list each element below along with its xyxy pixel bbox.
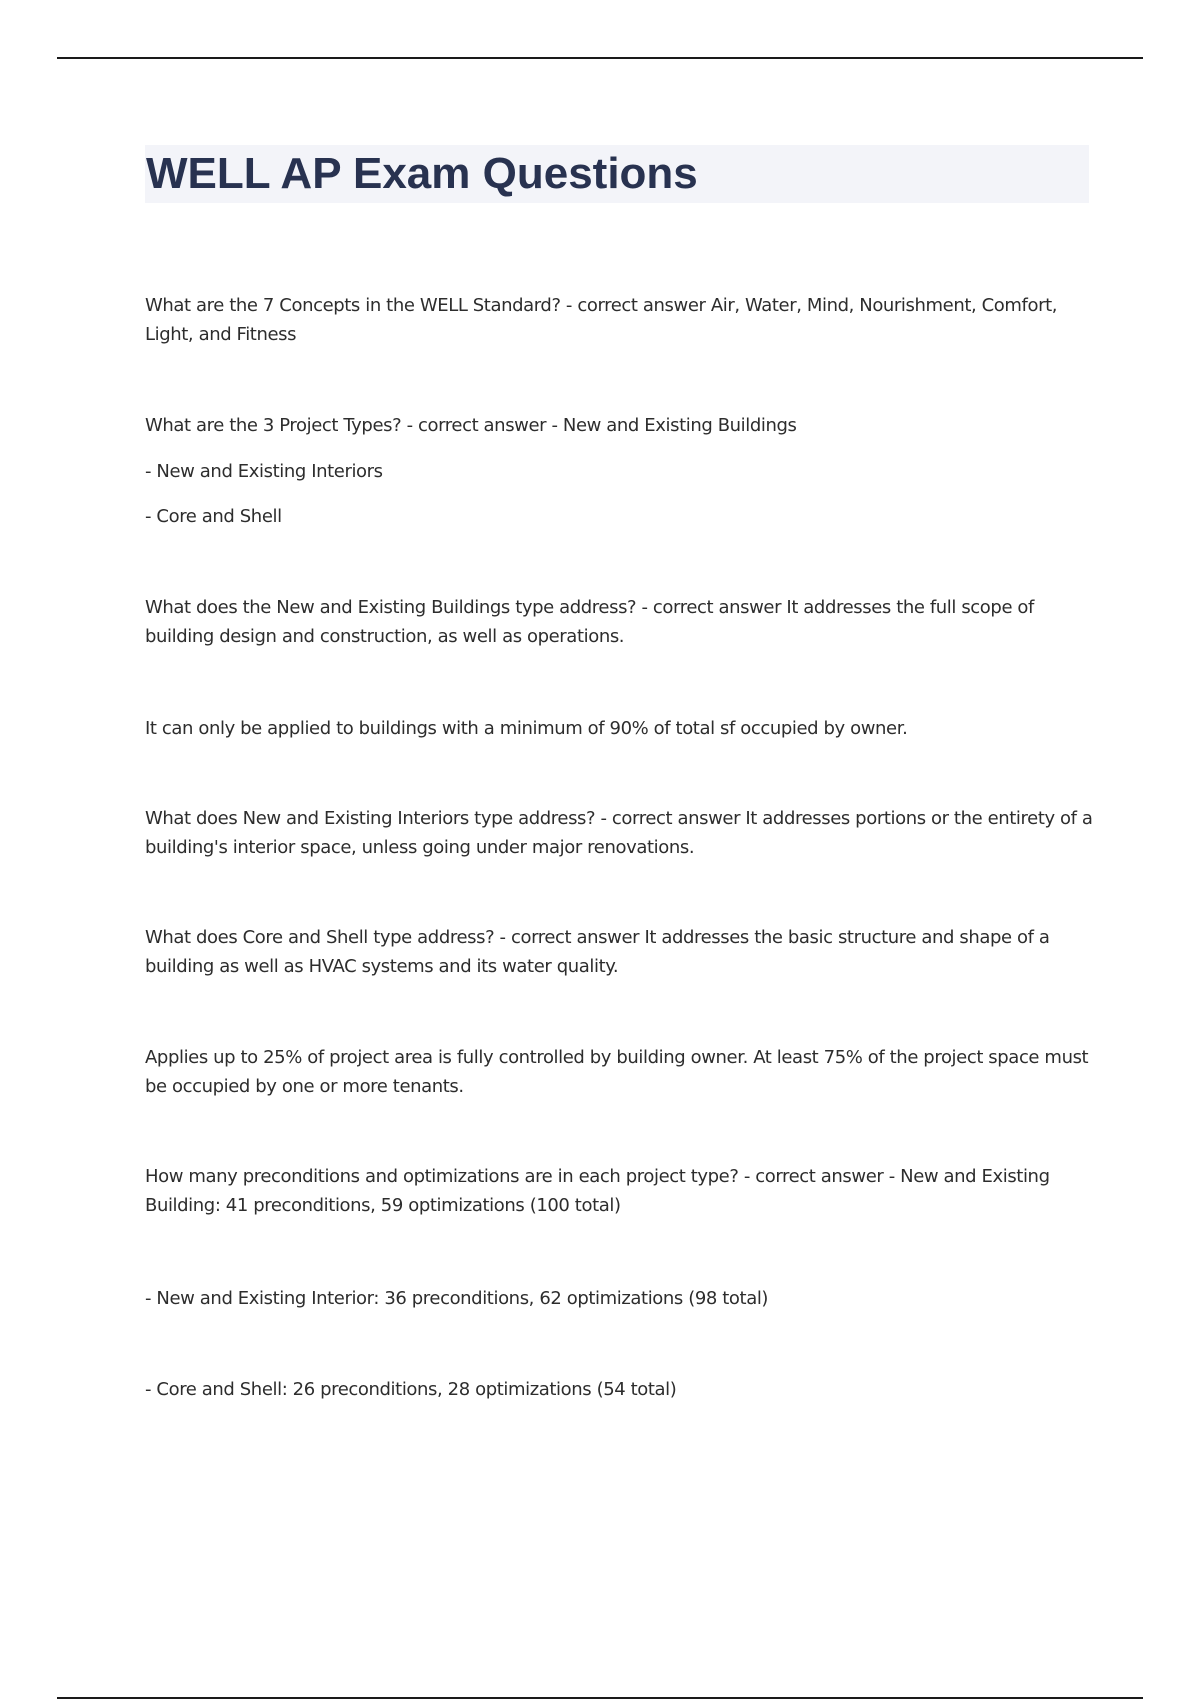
paragraph-project-types: What are the 3 Project Types? - correct answer - New and Existing Buildings <box>145 415 797 436</box>
paragraph-interior-counts: - New and Existing Interior: 36 preconditions, 62 optimizations (98 total) <box>145 1288 769 1309</box>
paragraph-core-shell-item: - Core and Shell <box>145 506 282 527</box>
top-divider <box>57 57 1143 59</box>
paragraph-core-shell-counts: - Core and Shell: 26 preconditions, 28 optimizations (54 total) <box>145 1379 677 1400</box>
paragraph-buildings-type: What does the New and Existing Buildings type address? - correct answer It addresses the full scope of building design and construction, as well as operations. <box>145 597 1034 647</box>
paragraph-core-shell-type: What does Core and Shell type address? - correct answer It addresses the basic structure and shape of a building as well as HVAC systems and its water quality. <box>145 927 1050 977</box>
paragraph-preconditions: How many preconditions and optimizations are in each project type? - correct answer - New and Existing Building: 41 preconditions, 59 optimizations (100 total) <box>145 1166 1050 1216</box>
paragraph-concepts: What are the 7 Concepts in the WELL Standard? - correct answer Air, Water, Mind, Nourishment, Comfort, Light, and Fitness <box>145 295 1058 345</box>
paragraph-owner-occupancy: It can only be applied to buildings with a minimum of 90% of total sf occupied by owner. <box>145 718 908 739</box>
paragraph-interiors-type: What does New and Existing Interiors type address? - correct answer It addresses portions or the entirety of a building's interior space, unless going under major renovations. <box>145 808 1093 858</box>
page-title: WELL AP Exam Questions <box>146 149 698 198</box>
bottom-divider <box>57 1697 1143 1699</box>
paragraph-tenant-occupancy: Applies up to 25% of project area is fully controlled by building owner. At least 75% of the project space must be occupied by one or more tenants. <box>145 1047 1089 1097</box>
paragraph-interiors-item: - New and Existing Interiors <box>145 461 383 482</box>
